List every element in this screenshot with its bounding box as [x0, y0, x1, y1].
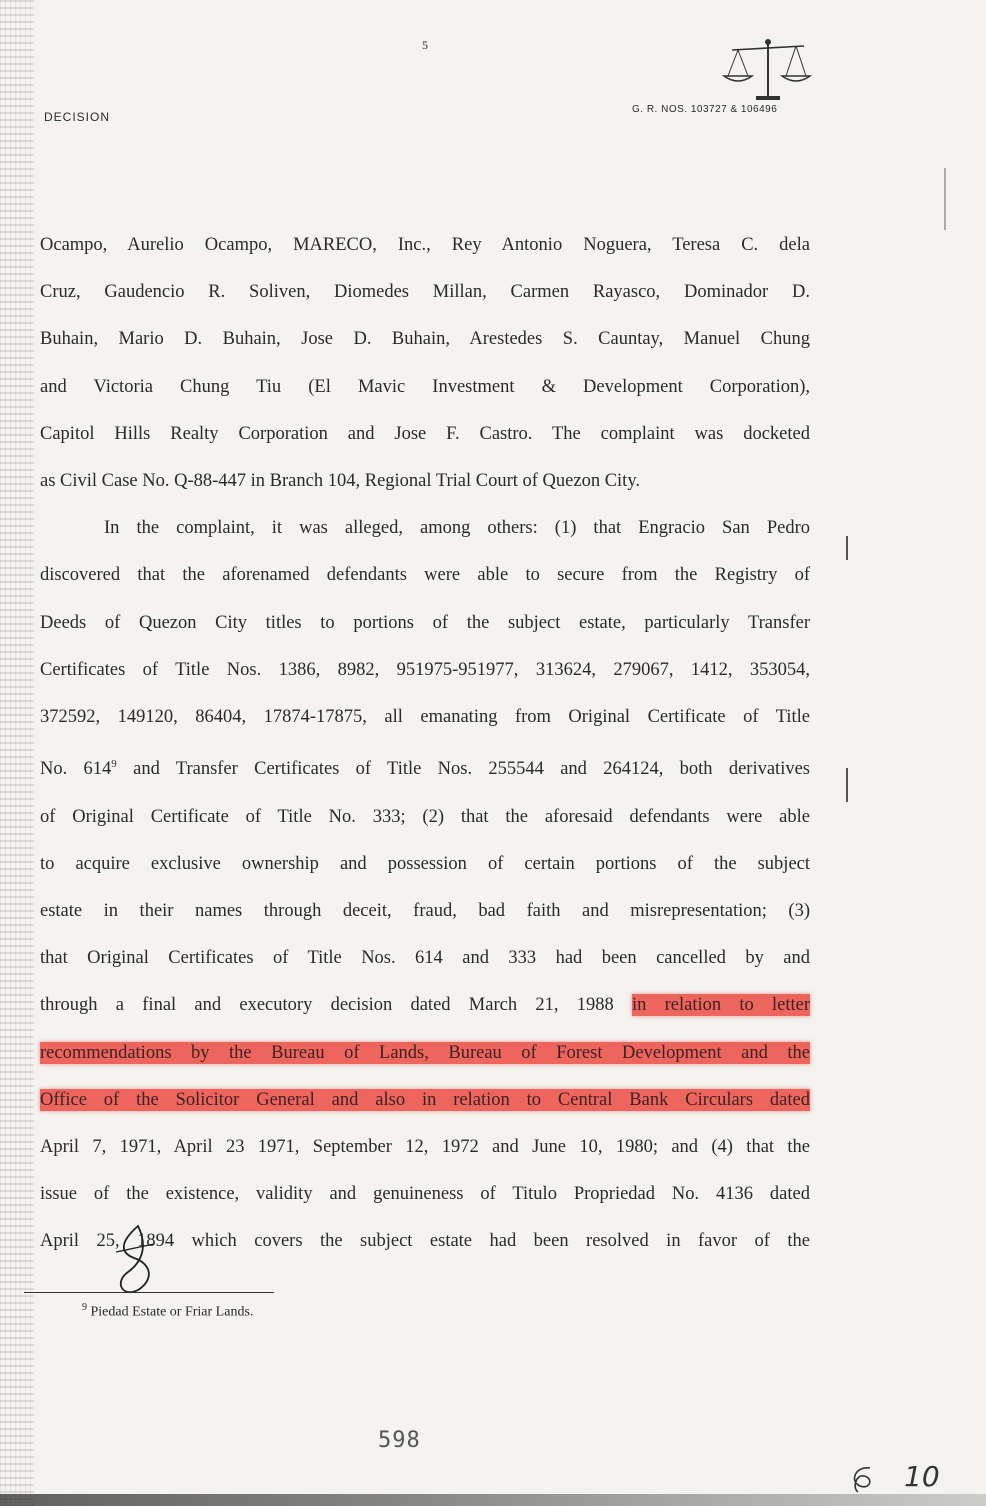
body-line: 372592, 149120, 86404, 17874-17875, all emanating from Original Certificate of Title	[40, 707, 810, 728]
body-line: as Civil Case No. Q-88-447 in Branch 104, Regional Trial Court of Quezon City.	[40, 471, 640, 492]
body-line: Capitol Hills Realty Corporation and Jose F. Castro. The complaint was docketed	[40, 423, 810, 444]
footnote-body: Piedad Estate or Friar Lands.	[90, 1304, 254, 1320]
body-line: and Victoria Chung Tiu (El Mavic Investment & Development Corporation),	[40, 376, 810, 397]
scan-bottom-edge	[0, 1494, 986, 1506]
margin-mark	[846, 536, 848, 560]
decision-body	[40, 222, 810, 1266]
case-number: G. R. NOS. 103727 & 106496	[632, 104, 778, 115]
body-line	[40, 982, 810, 1029]
scan-edge-noise	[0, 0, 34, 1506]
body-line: April 7, 1971, April 23 1971, September 12, 1972 and June 10, 1980; and (4) that the	[40, 1137, 810, 1158]
handwritten-page-number: 10	[904, 1460, 940, 1493]
margin-mark	[944, 168, 946, 230]
body-line: In the complaint, it was alleged, among others: (1) that Engracio San Pedro	[104, 518, 810, 539]
body-line: Deeds of Quezon City titles to portions of the subject estate, particularly Transfer	[40, 612, 810, 633]
body-line	[40, 1030, 810, 1077]
page-marker: 5	[422, 38, 428, 52]
body-line: discovered that the aforenamed defendants were able to secure from the Registry of	[40, 565, 810, 586]
body-line-part: through a final and executory decision dated March 21, 1988	[40, 995, 614, 1016]
handwritten-scribble-icon	[844, 1464, 880, 1496]
scales-of-justice-icon	[718, 36, 818, 106]
body-line: issue of the existence, validity and genuineness of Titulo Propriedad No. 4136 dated	[40, 1184, 810, 1205]
body-line: Certificates of Title Nos. 1386, 8982, 951975-951977, 313624, 279067, 1412, 353054,	[40, 659, 810, 680]
margin-mark	[846, 768, 848, 802]
document-type-label: DECISION	[44, 110, 111, 124]
body-line: April 25, 1894 which covers the subject estate had been resolved in favor of the	[40, 1231, 810, 1252]
footnote-marker: 9	[111, 758, 117, 771]
body-line: of Original Certificate of Title No. 333; (2) that the aforesaid defendants were able	[40, 806, 810, 827]
highlighted-text: Office of the Solicitor General and also in relation to Central Bank Circulars dated	[40, 1089, 810, 1110]
body-line: that Original Certificates of Title Nos. 614 and 333 had been cancelled by and	[40, 948, 810, 969]
footnote-text	[82, 1302, 253, 1321]
body-line: to acquire exclusive ownership and possession of certain portions of the subject	[40, 853, 810, 874]
body-line: Cruz, Gaudencio R. Soliven, Diomedes Millan, Carmen Rayasco, Dominador D.	[40, 282, 810, 303]
body-line	[40, 741, 810, 793]
handwritten-signature	[108, 1222, 164, 1298]
footnote-divider	[24, 1292, 274, 1293]
body-line: Buhain, Mario D. Buhain, Jose D. Buhain, Arestedes S. Cauntay, Manuel Chung	[40, 329, 810, 350]
highlighted-text: recommendations by the Bureau of Lands, Bureau of Forest Development and the	[40, 1042, 810, 1063]
body-line-part: No. 614	[40, 759, 112, 780]
body-line: Ocampo, Aurelio Ocampo, MARECO, Inc., Rey Antonio Noguera, Teresa C. dela	[40, 235, 810, 255]
body-line-part: and Transfer Certificates of Title Nos. 255544 and 264124, both derivatives	[133, 759, 810, 780]
page-number: 598	[378, 1428, 421, 1453]
footnote-marker: 9	[82, 1302, 87, 1313]
highlighted-text: in relation to letter	[631, 995, 811, 1016]
body-line: estate in their names through deceit, fraud, bad faith and misrepresentation; (3)	[40, 901, 810, 921]
body-line	[40, 1077, 810, 1124]
